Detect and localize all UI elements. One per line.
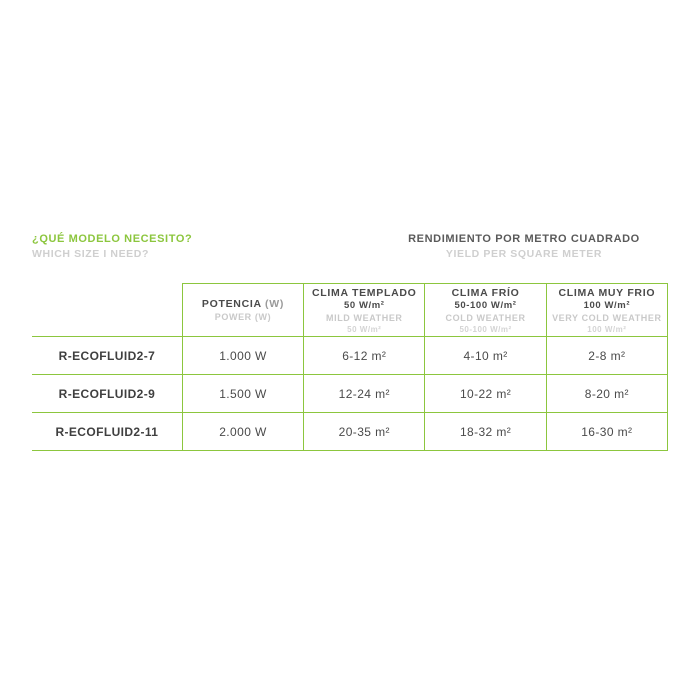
column-header-cold-en-unit: 50-100 W/m² [459,324,512,334]
column-header-very-cold-weather [546,284,667,337]
cell-power: 2.000 W [182,413,303,451]
heading-right [380,232,668,262]
column-header-very-cold-es: CLIMA MUY FRIO [558,286,656,299]
column-header-very-cold-en-unit: 100 W/m² [587,324,627,334]
column-header-mild-es: CLIMA TEMPLADO [312,286,417,299]
cell-cold: 4-10 m² [425,337,546,375]
cell-power: 1.500 W [182,375,303,413]
column-header-power-es: POTENCIA (W) [201,298,285,310]
heading-yield-es: RENDIMIENTO POR METRO CUADRADO [408,233,640,245]
table-row [32,375,668,413]
column-header-cold-weather [425,284,546,337]
cell-very-cold: 8-20 m² [546,375,667,413]
cell-power: 1.000 W [182,337,303,375]
column-header-very-cold-es-unit: 100 W/m² [583,299,631,311]
cell-very-cold: 2-8 m² [546,337,667,375]
column-header-cold-en: COLD WEATHER [445,312,526,323]
column-header-mild-es-unit: 50 W/m² [343,299,385,311]
heading-question-es: ¿QUÉ MODELO NECESITO? [32,233,193,245]
row-model-name: R-ECOFLUID2-9 [32,375,182,413]
cell-cold: 10-22 m² [425,375,546,413]
row-model-name: R-ECOFLUID2-7 [32,337,182,375]
table-row [32,337,668,375]
spec-table [32,283,668,451]
cell-mild: 6-12 m² [304,337,425,375]
cell-mild: 12-24 m² [304,375,425,413]
cell-very-cold: 16-30 m² [546,413,667,451]
spec-table-wrapper [32,283,668,451]
heading-yield-en: YIELD PER SQUARE METER [445,248,603,260]
column-header-power [182,284,303,337]
column-header-very-cold-en: VERY COLD WEATHER [552,312,662,323]
cell-mild: 20-35 m² [304,413,425,451]
heading-question-en: WHICH SIZE I NEED? [32,248,149,260]
heading-left [32,232,192,262]
table-header-row [32,284,668,337]
row-model-name: R-ECOFLUID2-11 [32,413,182,451]
column-header-mild-en-unit: 50 W/m² [347,324,382,334]
column-header-cold-es: CLIMA FRÍO [451,286,520,299]
column-header-cold-es-unit: 50-100 W/m² [454,299,517,311]
column-header-mild-en: MILD WEATHER [326,312,403,323]
table-row [32,413,668,451]
table-header [32,284,668,337]
column-header-power-en: POWER (W) [214,312,272,322]
table-corner-cell [32,284,182,337]
headings [0,232,700,272]
cell-cold: 18-32 m² [425,413,546,451]
column-header-mild-weather [304,284,425,337]
table-body [32,337,668,451]
